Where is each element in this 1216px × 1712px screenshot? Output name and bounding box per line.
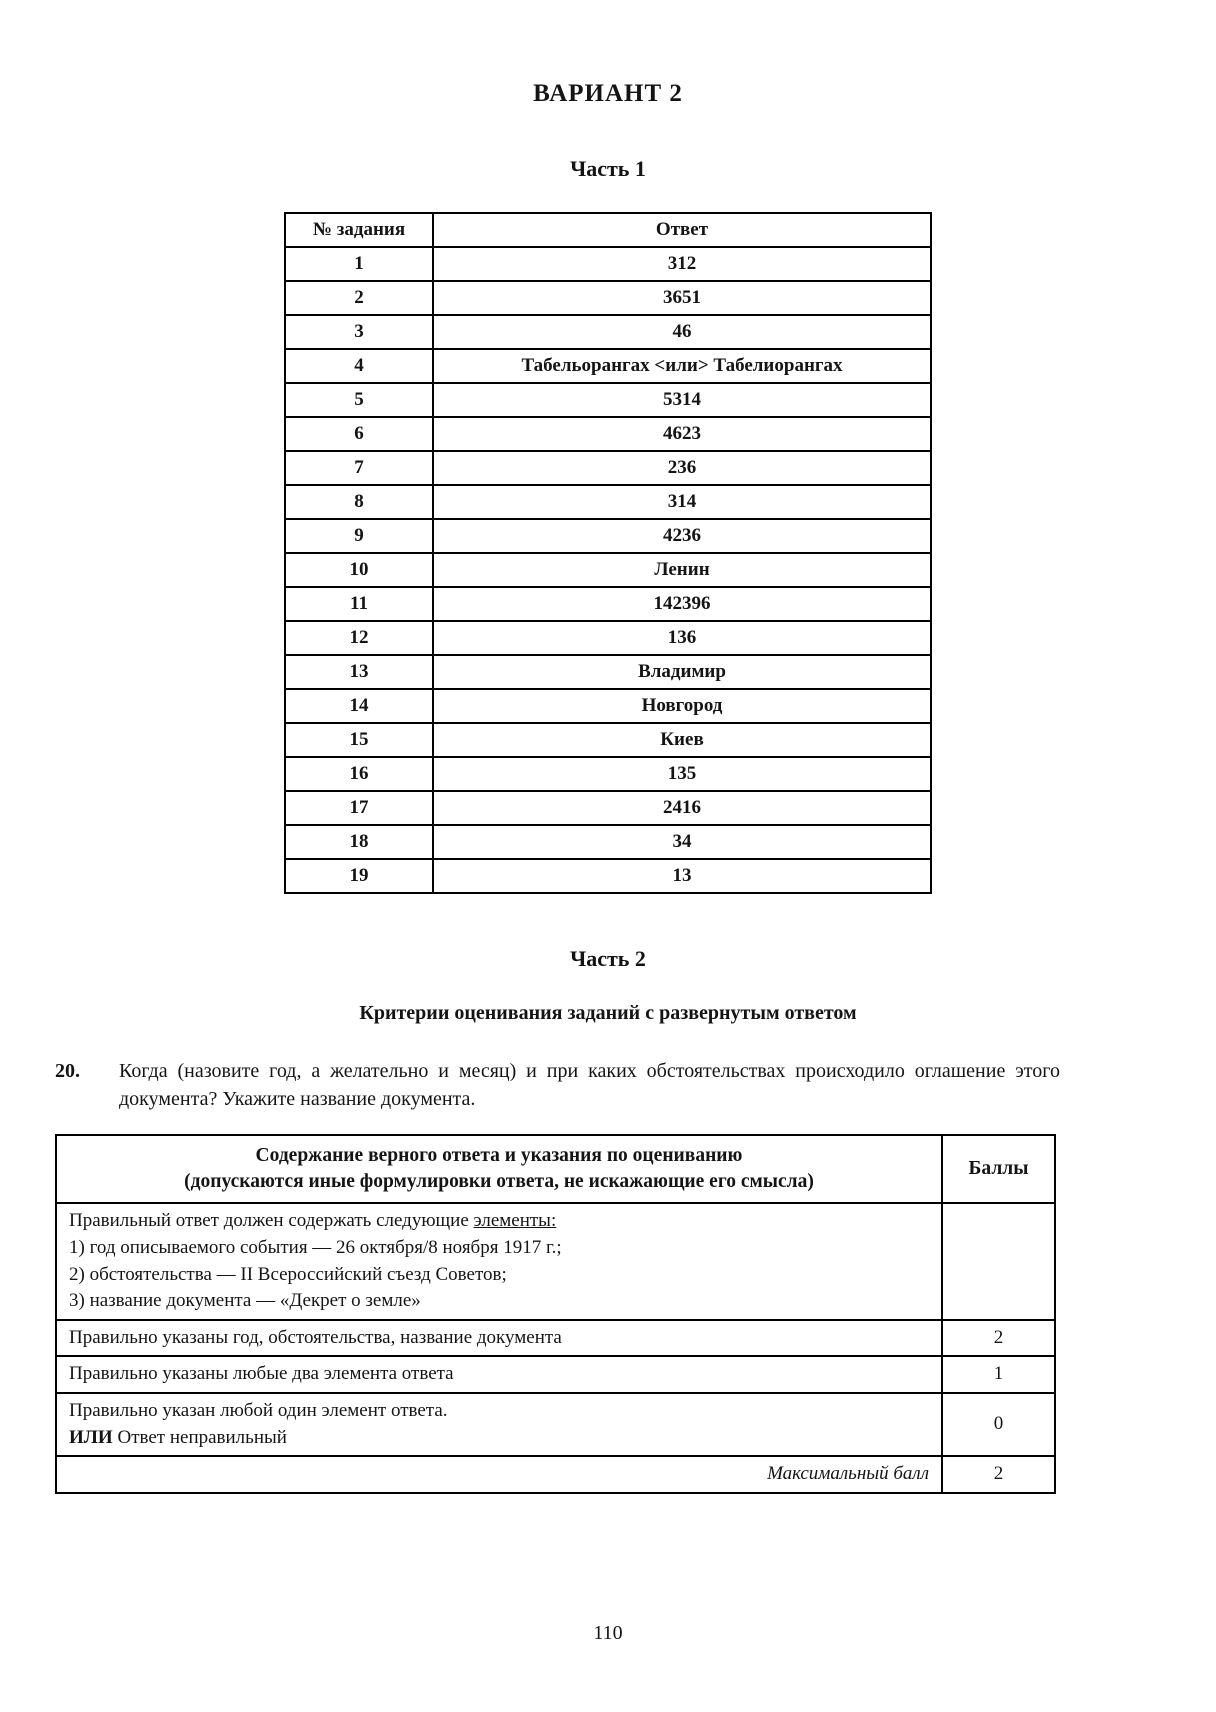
table-row <box>285 485 931 519</box>
score-cell: 0 <box>942 1393 1055 1456</box>
task-number-cell: 19 <box>285 859 433 893</box>
answer-cell: 3651 <box>433 281 931 315</box>
score-cell: 1 <box>942 1356 1055 1393</box>
table-row <box>285 723 931 757</box>
table-row <box>285 825 931 859</box>
task-number-cell: 8 <box>285 485 433 519</box>
answer-elements-intro <box>69 1208 929 1235</box>
page-number: 110 <box>593 1622 623 1644</box>
answer-cell: 236 <box>433 451 931 485</box>
answer-cell: 314 <box>433 485 931 519</box>
answers-header-row <box>285 213 931 247</box>
task-number-cell: 17 <box>285 791 433 825</box>
criteria-header-row <box>56 1135 1055 1204</box>
criteria-header-line1: Содержание верного ответа и указания по оцениванию <box>255 1144 743 1166</box>
score-cell: 2 <box>942 1320 1055 1357</box>
answer-cell: Владимир <box>433 655 931 689</box>
max-score-label: Максимальный балл <box>56 1456 942 1493</box>
answer-cell: 136 <box>433 621 931 655</box>
table-row <box>285 791 931 825</box>
task-number-cell: 15 <box>285 723 433 757</box>
task-number-cell: 1 <box>285 247 433 281</box>
answer-cell: Киев <box>433 723 931 757</box>
answer-cell: 4623 <box>433 417 931 451</box>
table-row <box>285 451 931 485</box>
task-number-cell: 4 <box>285 349 433 383</box>
table-row <box>285 417 931 451</box>
criteria-table <box>55 1134 1056 1494</box>
table-row <box>285 859 931 893</box>
answer-header: Ответ <box>433 213 931 247</box>
criteria-header-content <box>56 1135 942 1204</box>
answer-cell: Ленин <box>433 553 931 587</box>
criteria-text-cell: Правильно указаны любые два элемента ответа <box>56 1356 942 1393</box>
question-number: 20. <box>55 1060 80 1082</box>
answer-cell: 5314 <box>433 383 931 417</box>
answer-elements-cell <box>56 1203 942 1319</box>
answer-cell: 34 <box>433 825 931 859</box>
table-row <box>285 553 931 587</box>
answer-element-1: 1) год описываемого события — 26 октября/8 ноября 1917 г.; <box>69 1237 562 1258</box>
table-row <box>285 349 931 383</box>
answer-element-3: 3) название документа — «Декрет о земле» <box>69 1290 421 1312</box>
answer-element-2: 2) обстоятельства — II Всероссийский съезд Советов; <box>69 1263 507 1285</box>
criteria-row <box>56 1393 1055 1456</box>
criteria-text-cell <box>56 1393 942 1456</box>
criteria-subtitle: Критерии оценивания заданий с развернутым ответом <box>359 1002 857 1024</box>
answer-cell: 13 <box>433 859 931 893</box>
answer-intro-underlined: элементы: <box>473 1210 557 1232</box>
answer-cell: 312 <box>433 247 931 281</box>
score-cell-empty <box>942 1203 1055 1319</box>
answers-table <box>284 212 932 894</box>
answer-cell: Табельорангах <или> Табелиорангах <box>433 349 931 383</box>
table-row <box>285 383 931 417</box>
answer-cell: Новгород <box>433 689 931 723</box>
task-number-cell: 14 <box>285 689 433 723</box>
answer-cell: 4236 <box>433 519 931 553</box>
task-number-cell: 10 <box>285 553 433 587</box>
part2-title: Часть 2 <box>570 946 646 971</box>
task-number-cell: 9 <box>285 519 433 553</box>
table-row <box>285 689 931 723</box>
task-number-cell: 3 <box>285 315 433 349</box>
question-20 <box>55 1057 1060 1114</box>
answer-cell: 46 <box>433 315 931 349</box>
table-row <box>285 621 931 655</box>
part1-title: Часть 1 <box>570 156 646 181</box>
criteria-header-line2: (допускаются иные формулировки ответа, не искажающие его смысла) <box>184 1171 814 1193</box>
criteria-row <box>56 1356 1055 1393</box>
task-number-cell: 5 <box>285 383 433 417</box>
task-number-cell: 6 <box>285 417 433 451</box>
answer-intro-prefix: Правильный ответ должен содержать следующие <box>69 1210 474 1232</box>
criteria-text-line2 <box>69 1425 929 1452</box>
task-number-cell: 16 <box>285 757 433 791</box>
criteria-text-line1: Правильно указан любой один элемент ответа. <box>69 1399 448 1421</box>
answer-cell: 135 <box>433 757 931 791</box>
table-row <box>285 247 931 281</box>
variant-title: ВАРИАНТ 2 <box>533 80 683 107</box>
criteria-row <box>56 1320 1055 1357</box>
table-row <box>285 519 931 553</box>
max-score-value: 2 <box>942 1456 1055 1493</box>
criteria-header-score: Баллы <box>942 1135 1055 1204</box>
criteria-text-line2-rest: Ответ неправильный <box>112 1426 287 1448</box>
question-text: Когда (назовите год, а желательно и месяц) и при каких обстоятельствах происходило оглашение этого документа? Укажите название документа. <box>119 1060 1060 1111</box>
max-score-row <box>56 1456 1055 1493</box>
task-number-cell: 12 <box>285 621 433 655</box>
table-row <box>285 281 931 315</box>
answer-cell: 2416 <box>433 791 931 825</box>
criteria-intro-row <box>56 1203 1055 1319</box>
task-number-cell: 13 <box>285 655 433 689</box>
task-number-cell: 2 <box>285 281 433 315</box>
table-row <box>285 757 931 791</box>
table-row <box>285 655 931 689</box>
or-keyword: ИЛИ <box>69 1426 113 1448</box>
task-number-header: № задания <box>285 213 433 247</box>
task-number-cell: 18 <box>285 825 433 859</box>
criteria-text-cell: Правильно указаны год, обстоятельства, название документа <box>56 1320 942 1357</box>
table-row <box>285 315 931 349</box>
answer-cell: 142396 <box>433 587 931 621</box>
task-number-cell: 7 <box>285 451 433 485</box>
task-number-cell: 11 <box>285 587 433 621</box>
table-row <box>285 587 931 621</box>
